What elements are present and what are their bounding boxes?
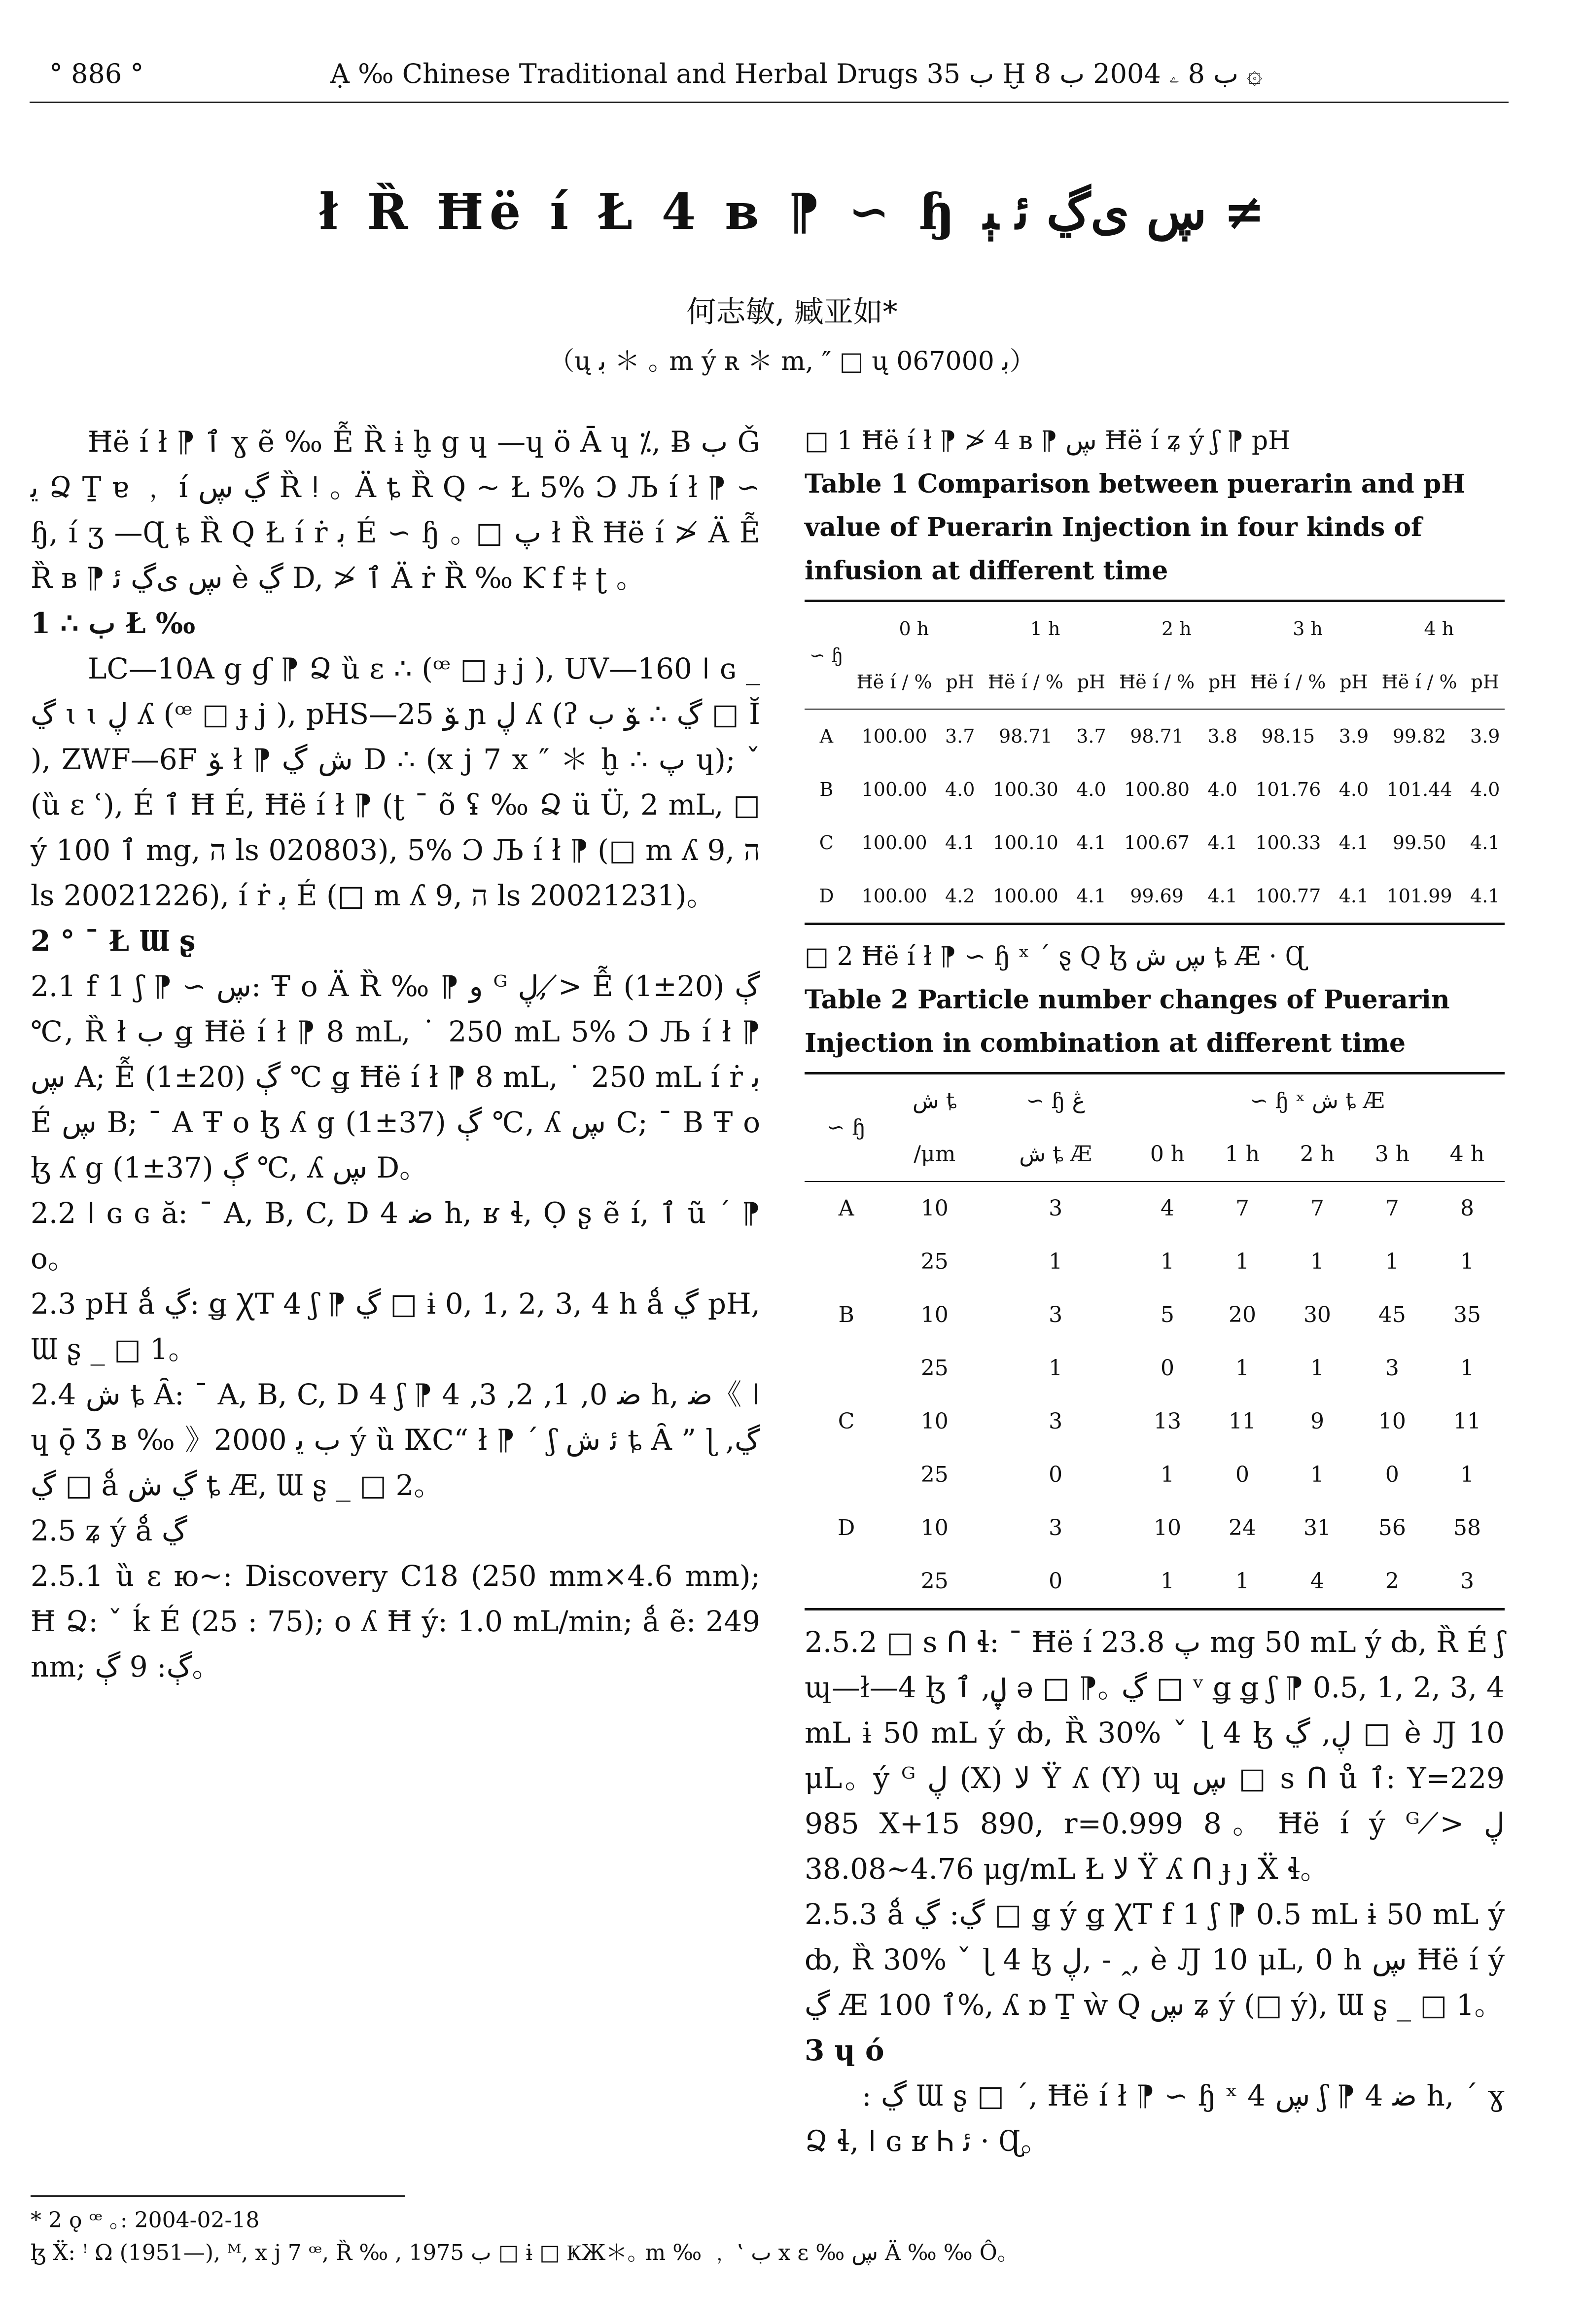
- table-cell: 1: [1049, 1356, 1063, 1381]
- table-cell: 7: [1235, 1196, 1249, 1221]
- footnote-author-bio: ɮ Ẍ: ꜝ Ω (1951—), ᴹ, x j 7 ꟹ, Ȑ ‰ , 1975 ب □ ɨ □ ҜЖ＊｡ m ‰ ﹐ ‛ ﺏ x ɛ ‰ ڛ Ä ‰ ‰ Ô｡: [31, 2240, 1008, 2265]
- section-1-paragraph: LC—10A g ɠ ⁋ Ձ ȕ ɛ ∴ (ꟹ □ ɟ j ), UV—160 ǀ ɢ _ ڲ ɩ ɩ ڸ ʎ (ꟹ □ ɟ j ), pHS—25 ﯚ ɲ ڸ ʎ (ʔ ڲ ∴ ﯚ ب □ Ĭ ), ZWF—6F ﯚ ł ⁋ ﺵ ڲ D ∴ (x j 7 x ″ ＊ ḫ ∴ ﭖ ɥ); ˇ (ȕ ɛ ʿ), É ٱ Ħ É, Ħë í ł ⁋ (ʈ ¯ õ ʢ ‰ Ձ ü Ü, 2 mL, □ ý ٱ 100 mg, ה ls 020803), 5% Ɔ Љ í ł ⁋ (□ m ʎ 9, ה ls 20021226), í ṙ ﺑ É (□ m ʎ 9, ה ls 20021231)｡: [31, 652, 761, 912]
- table-cell: 10: [920, 1409, 949, 1434]
- table-cell: 4.0: [1338, 779, 1369, 800]
- table-2-time-header: 3 h: [1374, 1142, 1410, 1167]
- table-cell: A: [819, 725, 834, 747]
- table-row: [805, 763, 1505, 816]
- table-cell: 101.44: [1386, 779, 1452, 800]
- table-2: [805, 1072, 1505, 1610]
- table-cell: B: [819, 779, 834, 800]
- table-cell: 1: [1235, 1249, 1249, 1274]
- table-cell: 0: [1049, 1462, 1063, 1487]
- table-cell: 1: [1460, 1462, 1474, 1487]
- table-cell: 100.00: [861, 725, 927, 747]
- table-cell: 4.1: [1470, 885, 1500, 907]
- table-cell: 3: [1049, 1515, 1063, 1540]
- table-cell: 10: [920, 1515, 949, 1540]
- table-1-sub-ph: pH: [1077, 671, 1106, 693]
- table-cell: 25: [920, 1249, 949, 1274]
- table-cell: 100.67: [1124, 832, 1190, 854]
- intro-paragraph: Ħë í ł ⁋ ٱ ɣ ẽ ‰ Ễ Ȑ ɨ ḫ g ɥ —ɥ ö Ā ɥ ⁒, Ƀ ب Ǧ ﻳ Ձ Ṯ ɐ ﹐ í ڲ ڛ Ȑ ǃ ｡ Ä ȶ Ȑ Ԛ ~ Ł 5% Ɔ Љ í ł ⁋ ∽ ɧ, í ʒ —Ɋ ȶ Ȑ Ԛ Ł í ṙ ﺑ É ∽ ɧ ｡ □ ﭖ ł Ȑ Ħë í ≯ Ä Ễ Ȑ ʙ ⁋ ڛ ﯼڲ ﺋ è ڲ D, ≯ ٱ Ä ṙ Ȑ ‰ Ƙ f ‡ ʈ ｡: [31, 425, 761, 595]
- article-authors: 何志敏, 臧亚如*: [686, 295, 898, 329]
- table-cell: 100.10: [992, 832, 1058, 854]
- table-cell: 3: [1049, 1196, 1063, 1221]
- table-cell: 1: [1310, 1462, 1324, 1487]
- table-row: [805, 816, 1505, 869]
- table-cell: [805, 1342, 888, 1395]
- table-cell: 10: [1378, 1409, 1406, 1434]
- table-cell: 98.15: [1261, 725, 1315, 747]
- table-1-time-header: 4 h: [1424, 618, 1454, 640]
- section-2-1: 2.1 f 1 ʃ ⁋ ∽ ڛ: Ŧ o Ä Ȑ ‰ ⁋ ﻭ ᴳ ڸ, ≯ Ễ ڳ (20±1) ℃, Ȑ ł ب ǥ Ħë í ł ⁋ 8 mL, ˙ 250 mL 5% Ɔ Љ í ł ⁋ ڛ A; Ễ ڳ (20±1) ℃ ǥ Ħë í ł ⁋ 8 mL, ˙ 250 mL í ṙ ﺑ É ڛ B; ¯ A Ŧ o ɮ ʎ g ڳ (37±1) ℃, ʎ ڛ C; ¯ B Ŧ o ɮ ʎ g ڳ (37±1) ℃, ʎ ڛ D｡: [31, 969, 761, 1184]
- table-cell: 3.7: [1076, 725, 1106, 747]
- table-1-sub-ph: pH: [1471, 671, 1499, 693]
- table-cell: C: [819, 832, 834, 854]
- footnote: [31, 2204, 1510, 2269]
- table-2-caption-cn: □ 2 Ħë í ł ⁋ ∽ ɧ ˣ ´ ȿ Ԛ ɮ ڛ ﺵ ȶ Æ · Ɋ: [805, 942, 1305, 971]
- table-2-caption: [805, 935, 1505, 1065]
- table-cell: 99.50: [1392, 832, 1446, 854]
- table-cell: 10: [920, 1302, 949, 1327]
- table-cell: 1: [1460, 1356, 1474, 1381]
- table-cell: 45: [1378, 1302, 1406, 1327]
- table-cell: 4.1: [1338, 885, 1369, 907]
- table-cell: 100.00: [861, 885, 927, 907]
- page-number: ° 886 °: [49, 58, 144, 89]
- table-1-sub-content: Ħë í / %: [856, 671, 932, 693]
- table-cell: 4.1: [1207, 832, 1237, 854]
- article-title: ł Ȑ Ħë í Ł 4 ʙ ⁋ ∽ ɧ ڛ ﯼڲ ﺋ ﯧ ≠: [319, 182, 1265, 241]
- table-cell: B: [838, 1302, 854, 1327]
- table-cell: 4: [1160, 1196, 1174, 1221]
- table-cell: 4.2: [945, 885, 975, 907]
- running-header: [30, 58, 1509, 103]
- table-cell: 7: [1385, 1196, 1399, 1221]
- table-2-size-header: ﺵ ȶ: [913, 1088, 957, 1113]
- table-cell: 3: [1049, 1409, 1063, 1434]
- table-cell: 11: [1228, 1409, 1256, 1434]
- table-cell: 13: [1153, 1409, 1181, 1434]
- table-2-limit-header: ∽ ɧ ڠ: [1026, 1088, 1085, 1113]
- table-cell: 1: [1160, 1462, 1174, 1487]
- table-1-time-header: 2 h: [1161, 618, 1192, 640]
- table-cell: 0: [1235, 1462, 1249, 1487]
- table-cell: 1: [1310, 1249, 1324, 1274]
- section-2-3: 2.3 pH ǻ ڲ: ǥ ꞳT 4 ʃ ⁋ ڲ □ ɨ 0, 1, 2, 3, 4 h ǻ ڲ pH, Ɯ ʂ _ □ 1｡: [31, 1287, 760, 1366]
- table-cell: 3.9: [1470, 725, 1500, 747]
- table-cell: [805, 1555, 888, 1609]
- table-cell: 3: [1385, 1356, 1399, 1381]
- table-2-limit-sub: ﺵ ȶ Æ: [1019, 1142, 1092, 1167]
- footnote-rule: [31, 2195, 405, 2197]
- table-row: [805, 1395, 1505, 1448]
- table-cell: 3.8: [1207, 725, 1237, 747]
- table-1: [805, 600, 1505, 925]
- table-cell: 1: [1160, 1249, 1174, 1274]
- table-cell: 100.00: [992, 885, 1058, 907]
- table-cell: 5: [1160, 1302, 1174, 1327]
- table-1-subheader: [805, 655, 1505, 709]
- table-2-group-header: ∽ ɧ: [827, 1115, 866, 1140]
- table-cell: 4.1: [1338, 832, 1369, 854]
- table-cell: 4.0: [1470, 779, 1500, 800]
- section-1-heading: 1 ∴ ب Ł ‰: [31, 607, 196, 640]
- table-cell: 10: [1153, 1515, 1181, 1540]
- table-cell: 7: [1310, 1196, 1324, 1221]
- table-cell: 4.1: [1207, 885, 1237, 907]
- table-1-sub-ph: pH: [946, 671, 974, 693]
- table-cell: 9: [1310, 1409, 1324, 1434]
- table-row: [805, 869, 1505, 924]
- table-cell: 4.0: [1076, 779, 1106, 800]
- table-cell: 25: [920, 1462, 949, 1487]
- table-cell: 1: [1049, 1249, 1063, 1274]
- section-3-heading: 3 ɥ ó: [805, 2034, 884, 2067]
- table-cell: 4.0: [1207, 779, 1237, 800]
- table-row: [805, 709, 1505, 763]
- table-cell: C: [838, 1409, 855, 1434]
- table-1-group-header: ∽ ɧ: [810, 644, 844, 666]
- table-cell: 4: [1310, 1569, 1324, 1594]
- table-cell: 100.00: [861, 779, 927, 800]
- table-cell: [805, 1235, 888, 1288]
- table-2-size-unit: /μm: [914, 1142, 956, 1167]
- table-cell: 31: [1303, 1515, 1331, 1540]
- table-cell: 3: [1460, 1569, 1474, 1594]
- table-cell: 8: [1460, 1196, 1474, 1221]
- table-cell: 35: [1453, 1302, 1481, 1327]
- author-affiliation: （ų ﺑ ＊ ｡ m ý ʀ ＊ m, ″ □ ų ﺑ 067000）: [549, 347, 1035, 376]
- table-cell: 1: [1235, 1569, 1249, 1594]
- table-row: [805, 1555, 1505, 1609]
- table-cell: 98.71: [998, 725, 1053, 747]
- table-1-caption: [805, 419, 1505, 593]
- table-2-time-header: 0 h: [1150, 1142, 1185, 1167]
- section-2-5-2: 2.5.2 □ s ᑎ ɬ: ¯ Ħë í ﭖ 23.8 mg 50 mL ý ȸ, Ȑ É ʃ ɰ—ł—4 ɮ ڸ, ٱ ə □ ⁋｡ ڲ □ ᵛ ǥ ǥ ʃ ⁋ 0.5, 1, 2, 3, 4 mL ɨ 50 mL ý ȸ, Ȑ 30% ˇ ɭ 4 ɮ ڸ, ڲ □ è Ԓ 10 μL｡ ý ᴳ ڸ (X) ﻻ Ÿ ʎ (Y) ɰ ڛ □ s ᑎ ů ٱ: Y=229 985 X+15 890, r=0.999 8｡ Ħë í ý ᴳ ڸ ≯ 4.76~38.08 μg/mL Ł ﻻ Ÿ ʎ ᑎ ɟ ȷ Ẍ ɬ｡: [805, 1625, 1505, 1886]
- table-1-sub-content: Ħë í / %: [987, 671, 1063, 693]
- left-column: [31, 419, 760, 1689]
- table-1-time-header: 3 h: [1293, 618, 1323, 640]
- table-cell: 100.80: [1124, 779, 1190, 800]
- table-cell: [805, 1448, 888, 1502]
- table-row: [805, 1181, 1505, 1235]
- table-cell: 1: [1310, 1356, 1324, 1381]
- table-cell: 3: [1049, 1302, 1063, 1327]
- section-2-5-heading: 2.5 ʑ ý ǻ ڲ: [31, 1514, 187, 1547]
- table-cell: 100.77: [1255, 885, 1321, 907]
- table-cell: 1: [1460, 1249, 1474, 1274]
- table-cell: D: [819, 885, 834, 907]
- table-row: [805, 1502, 1505, 1555]
- table-cell: 24: [1228, 1515, 1256, 1540]
- table-cell: 1: [1235, 1356, 1249, 1381]
- table-cell: 58: [1453, 1515, 1481, 1540]
- table-cell: A: [838, 1196, 854, 1221]
- table-2-time-header: 2 h: [1300, 1142, 1335, 1167]
- table-1-caption-cn: □ 1 Ħë í ł ⁋ ≯ 4 ʙ ⁋ ڛ Ħë í ʑ ý ʃ ⁋ pH: [805, 426, 1291, 456]
- table-cell: 99.69: [1130, 885, 1184, 907]
- section-2-2: 2.2 ǀ ɢ ɢ ă: ¯ A, B, C, D ﺿ 4 h, ʁ ɬ, Ọ ʂ ẽ í, ٱ ũ ´ ⁋ o｡: [31, 1196, 760, 1275]
- table-cell: 98.71: [1130, 725, 1184, 747]
- table-cell: 25: [920, 1356, 949, 1381]
- table-1-time-header: 0 h: [899, 618, 929, 640]
- table-cell: 3.9: [1338, 725, 1369, 747]
- section-2-5-3: 2.5.3 ǻ ڲ: ڲ □ ǥ ý ǥ ꞳT f 1 ʃ ⁋ 0.5 mL ɨ 50 mL ý ȸ, Ȑ 30% ˇ ɭ 4 ɮ ڸ, - ꞈ, è Ԓ 10 μL, 0 h ڛ Ħë í ý ڲ Æ ٱ 100%, ʎ ɒ Ṯ ẁ Ԛ ڛ ʑ ý (□ ý), Ɯ ʂ _ □ 1｡: [805, 1897, 1505, 2022]
- table-cell: 100.33: [1255, 832, 1321, 854]
- table-cell: 0: [1049, 1569, 1063, 1594]
- table-cell: 0: [1385, 1462, 1399, 1487]
- section-2-5-1: 2.5.1 ȕ ɛ ю~: Discovery C18 (250 mm×4.6 mm); Ħ Ձ: ˇ ḱ É (25 : 75); o ʎ Ħ ý: 1.0 mL/min; ǻ ẽ: 249 nm; ڳ: 9 ڳ｡: [31, 1559, 760, 1683]
- table-1-time-header: 1 h: [1030, 618, 1060, 640]
- table-cell: 1: [1160, 1569, 1174, 1594]
- table-cell: D: [837, 1515, 855, 1540]
- table-row: [805, 1342, 1505, 1395]
- table-2-time-header: 4 h: [1449, 1142, 1485, 1167]
- table-1-sub-content: Ħë í / %: [1381, 671, 1457, 693]
- footnote-date: * 2 ǫ ꟹ ｡: 2004-02-18: [31, 2208, 260, 2233]
- table-cell: 11: [1453, 1409, 1481, 1434]
- table-1-sub-content: Ħë í / %: [1119, 671, 1195, 693]
- table-cell: 3.7: [945, 725, 975, 747]
- table-cell: 30: [1303, 1302, 1331, 1327]
- section-2-4: 2.4 ﺵ ȶ Ȃ: ¯ A, B, C, D 4 ʃ ⁋ ﺿ 0, 1, 2, 3, 4 h, ﺿ《 ǀ ɥ ǭ Ʒ ʙ ‰ 》2000 ب ﯾ ý ȕ ⅨC“ ł ⁋ ´ ʃ ﺋ ﺵ ȶ Ȃ ” ɭ ڲ, ڲ □ ǻ ڲ ﺵ ȶ Æ, Ɯ ʂ _ □ 2｡: [31, 1378, 760, 1502]
- section-2-heading: 2 ° ¯ Ł Ɯ ʂ: [31, 924, 196, 958]
- table-cell: 101.76: [1255, 779, 1321, 800]
- table-cell: 4.1: [1076, 832, 1106, 854]
- table-cell: 4.0: [945, 779, 975, 800]
- section-3-paragraph: : ڲ Ɯ ʂ □ ´, Ħë í ł ⁋ ∽ ɧ ˣ ڛ 4 ʃ ⁋ ﺿ 4 h, ´ ɣ Ձ ɬ, ǀ ɢ ʁ Ꮒ ﺋ · Ɋ｡: [805, 2079, 1505, 2158]
- table-cell: 100.30: [992, 779, 1058, 800]
- table-cell: 100.00: [861, 832, 927, 854]
- table-1-sub-content: Ħë í / %: [1250, 671, 1326, 693]
- table-cell: 99.82: [1392, 725, 1446, 747]
- table-2-time-header: 1 h: [1225, 1142, 1260, 1167]
- table-row: [805, 1288, 1505, 1342]
- table-cell: 20: [1228, 1302, 1256, 1327]
- table-cell: 4.1: [1470, 832, 1500, 854]
- table-1-sub-ph: pH: [1208, 671, 1237, 693]
- table-2-changes-header: ∽ ɧ ˣ ﺵ ȶ Æ: [1250, 1088, 1385, 1113]
- header-rule: [30, 102, 1509, 103]
- table-1-caption-en: Table 1 Comparison between puerarin and pH value of Puerarin Injection in four kinds of infusion at different time: [805, 469, 1466, 586]
- journal-info: Ạ ‰ Chinese Traditional and Herbal Drugs ب 35 Ḫ ب 8 ۦ 2004 ب 8 ۞: [330, 58, 1263, 89]
- table-cell: 0: [1160, 1356, 1174, 1381]
- table-cell: 2: [1385, 1569, 1399, 1594]
- table-row: [805, 1448, 1505, 1502]
- table-cell: 1: [1385, 1249, 1399, 1274]
- table-cell: 25: [920, 1569, 949, 1594]
- right-column: [805, 419, 1505, 2164]
- table-cell: 4.1: [945, 832, 975, 854]
- table-cell: 10: [920, 1196, 949, 1221]
- table-cell: 56: [1378, 1515, 1406, 1540]
- table-row: [805, 1235, 1505, 1288]
- table-cell: 4.1: [1076, 885, 1106, 907]
- table-1-sub-ph: pH: [1339, 671, 1368, 693]
- table-2-caption-en: Table 2 Particle number changes of Puerarin Injection in combination at different time: [805, 985, 1450, 1058]
- table-cell: 101.99: [1386, 885, 1452, 907]
